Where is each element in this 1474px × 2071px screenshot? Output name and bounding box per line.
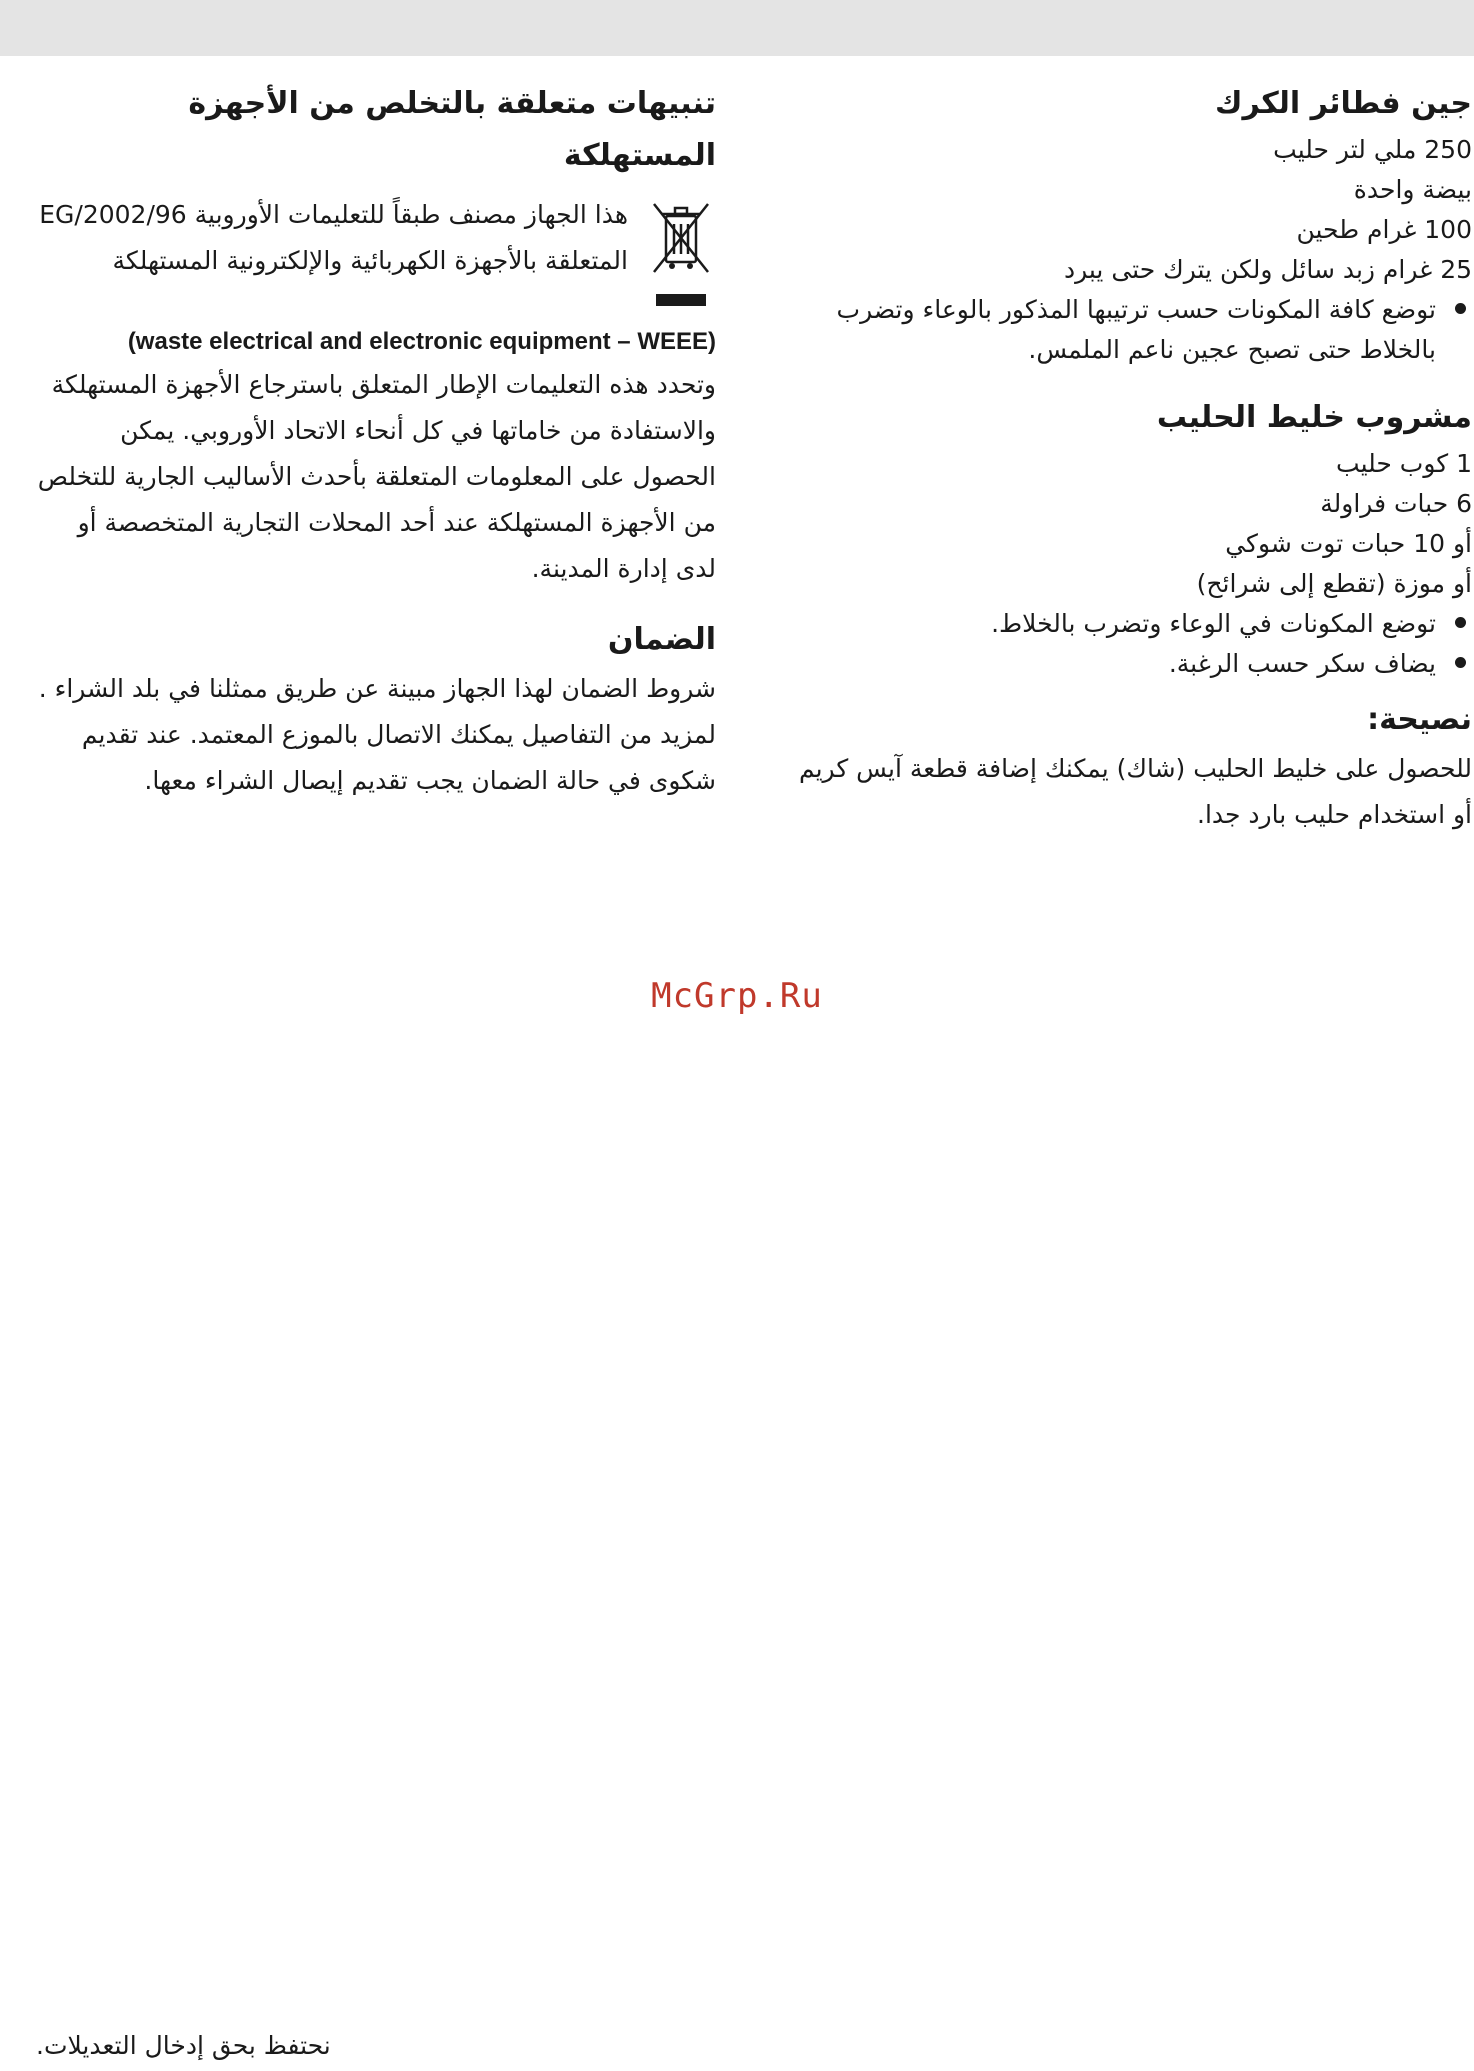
footer-note: نحتفظ بحق إدخال التعديلات.: [36, 2031, 331, 2060]
watermark: McGrp.Ru: [651, 976, 823, 1016]
bullet-dot-icon: [1455, 657, 1466, 668]
bullet-dot-icon: [1455, 617, 1466, 628]
ingredient-line: 1 كوب حليب: [1336, 449, 1472, 478]
crossed-bin-icon: [646, 192, 716, 322]
ingredient-line: أو موزة (تقطع إلى شرائح): [1196, 569, 1472, 598]
bullet-text: يضاف سكر حسب الرغبة.: [1168, 649, 1436, 678]
tip-text: للحصول على خليط الحليب (شاك) يمكنك إضافة قطعة آيس كريم أو استخدام حليب بارد جدا.: [798, 754, 1472, 829]
ingredient-line: بيضة واحدة: [1353, 175, 1472, 204]
weee-text: هذا الجهاز مصنف طبقاً للتعليمات الأوروبية 2002/96/EG المتعلقة بالأجهزة الكهربائية والإلكترونية المستهلكة: [39, 200, 628, 275]
weee-block: [30, 192, 716, 322]
milkshake-title: مشروب خليط الحليب: [1156, 400, 1472, 435]
bullet-text: توضع كافة المكونات حسب ترتيبها المذكور بالوعاء وتضرب بالخلاط حتى تصبح عجين ناعم الملمس.: [836, 295, 1436, 364]
top-banner: [0, 0, 1474, 56]
tip-title: نصيحة:: [1367, 702, 1472, 737]
bullet-item: [778, 604, 1472, 644]
right-column: [778, 78, 1472, 838]
ingredient-line: أو 10 حبات توت شوكي: [1225, 529, 1472, 558]
bullet-dot-icon: [1455, 303, 1466, 314]
warranty-title: الضمان: [607, 622, 716, 657]
ingredient-line: 100 غرام طحين: [1296, 215, 1472, 244]
bullet-item: [778, 290, 1472, 370]
ingredient-line: 250 ملي لتر حليب: [1273, 135, 1472, 164]
warranty-text: شروط الضمان لهذا الجهاز مبينة عن طريق ممثلنا في بلد الشراء . لمزيد من التفاصيل يمكنك الاتصال بالموزع المعتمد. عند تقديم شكوى في حالة الضمان يجب تقديم إيصال الشراء معها.: [38, 674, 716, 795]
ingredient-line: 25 غرام زبد سائل ولكن يترك حتى يبرد: [1063, 255, 1472, 284]
disposal-paragraph: وتحدد هذه التعليمات الإطار المتعلق باسترجاع الأجهزة المستهلكة والاستفادة من خاماتها في كل أنحاء الاتحاد الأوروبي. يمكن الحصول على المعلومات المتعلقة بأحدث الأساليب الجارية للتخلص من الأجهزة المستهلكة عند أحد المحلات التجارية المتخصصة أو لدى إدارة المدينة.: [37, 370, 716, 583]
ingredient-line: 6 حبات فراولة: [1320, 489, 1472, 518]
disposal-title: تنبيهات متعلقة بالتخلص من الأجهزة المستهلكة: [188, 86, 716, 173]
weee-english: (waste electrical and electronic equipment – WEEE): [127, 328, 716, 355]
bullet-text: توضع المكونات في الوعاء وتضرب بالخلاط.: [991, 609, 1436, 638]
bullet-item: [778, 644, 1472, 684]
left-column: [30, 78, 716, 804]
recipe-title: جين فطائر الكرك: [1215, 86, 1472, 121]
